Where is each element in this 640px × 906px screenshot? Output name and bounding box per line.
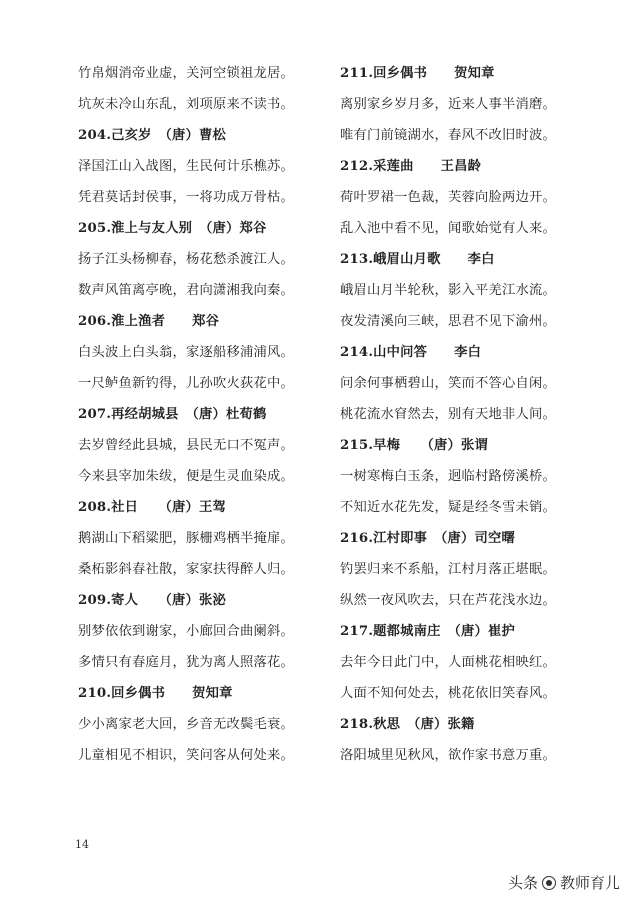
poem-verse: 泽国江山入战图，生民何计乐樵苏。 [78,159,294,174]
poem-verse: 今来县宰加朱绂，便是生灵血染成。 [78,469,294,484]
poem-title: 210.回乡偶书 贺知章 [78,686,233,701]
poem-title: 217.题都城南庄 （唐）崔护 [340,624,516,639]
poem-verse: 凭君莫话封侯事，一将功成万骨枯。 [78,190,294,205]
poem-title: 214.山中问答 李白 [340,345,482,360]
poem-verse: 峨眉山月半轮秋，影入平羌江水流。 [340,283,556,298]
poem-verse: 儿童相见不相识，笑问客从何处来。 [78,748,294,763]
poem-verse: 桑柘影斜春社散，家家扶得醉人归。 [78,562,294,577]
poem-verse: 扬子江头杨柳春，杨花愁杀渡江人。 [78,252,294,267]
poem-verse: 竹帛烟消帝业虚，关河空锁祖龙居。 [78,66,294,81]
poem-verse: 夜发清溪向三峡，思君不见下渝州。 [340,314,556,329]
poem-title: 216.江村即事 （唐）司空曙 [340,531,516,546]
poem-verse: 坑灰未冷山东乱，刘项原来不读书。 [78,97,294,112]
poem-title: 213.峨眉山月歌 李白 [340,252,495,267]
poem-verse: 多情只有春庭月，犹为离人照落花。 [78,655,294,670]
poem-title: 205.淮上与友人别 （唐）郑谷 [78,221,267,236]
poem-verse: 鹅湖山下稻粱肥，豚栅鸡栖半掩扉。 [78,531,294,546]
poem-title: 206.淮上渔者 郑谷 [78,314,220,329]
poem-verse: 去岁曾经此县城，县民无口不冤声。 [78,438,294,453]
poem-verse: 去年今日此门中，人面桃花相映红。 [340,655,556,670]
poem-verse: 乱入池中看不见，闻歌始觉有人来。 [340,221,556,236]
poem-verse: 桃花流水窅然去，别有天地非人间。 [340,407,556,422]
poem-verse: 洛阳城里见秋风，欲作家书意万重。 [340,748,556,763]
poem-verse: 数声风笛离亭晚，君向潇湘我向秦。 [78,283,294,298]
poem-verse: 荷叶罗裙一色裁，芙蓉向脸两边开。 [340,190,556,205]
poem-verse: 离别家乡岁月多，近来人事半消磨。 [340,97,556,112]
poem-verse: 白头波上白头翁，家逐船移浦浦风。 [78,345,294,360]
right-column [340,58,580,771]
poem-verse: 别梦依依到谢家，小廊回合曲阑斜。 [78,624,294,639]
poem-verse: 纵然一夜风吹去，只在芦花浅水边。 [340,593,556,608]
poem-title: 212.采莲曲 王昌龄 [340,159,482,174]
poem-title: 218.秋思 （唐）张籍 [340,717,475,732]
at-icon [542,876,556,890]
poem-verse: 钓罢归来不系船，江村月落正堪眠。 [340,562,556,577]
poem-title: 208.社日 （唐）王驾 [78,500,227,515]
poem-title: 207.再经胡城县 （唐）杜荀鹤 [78,407,267,422]
poem-verse: 一树寒梅白玉条，迥临村路傍溪桥。 [340,469,556,484]
poem-verse: 不知近水花先发，疑是经冬雪未销。 [340,500,556,515]
watermark [508,872,620,893]
poem-verse: 人面不知何处去，桃花依旧笑春风。 [340,686,556,701]
poem-title: 204.己亥岁 （唐）曹松 [78,128,227,143]
watermark-author: 教师育儿 [559,874,620,892]
poem-verse: 少小离家老大回，乡音无改鬓毛衰。 [78,717,294,732]
poem-verse: 唯有门前镜湖水，春风不改旧时波。 [340,128,556,143]
poem-verse: 一尺鲈鱼新钓得，儿孙吹火荻花中。 [78,376,294,391]
left-column [78,58,318,771]
poem-title: 211.回乡偶书 贺知章 [340,66,495,81]
poem-title: 215.早梅 （唐）张谓 [340,438,489,453]
poem-title: 209.寄人 （唐）张泌 [78,593,227,608]
watermark-brand: 头条 [507,874,538,892]
poem-verse: 问余何事栖碧山，笑而不答心自闲。 [340,376,556,391]
page-number: 14 [75,838,89,851]
